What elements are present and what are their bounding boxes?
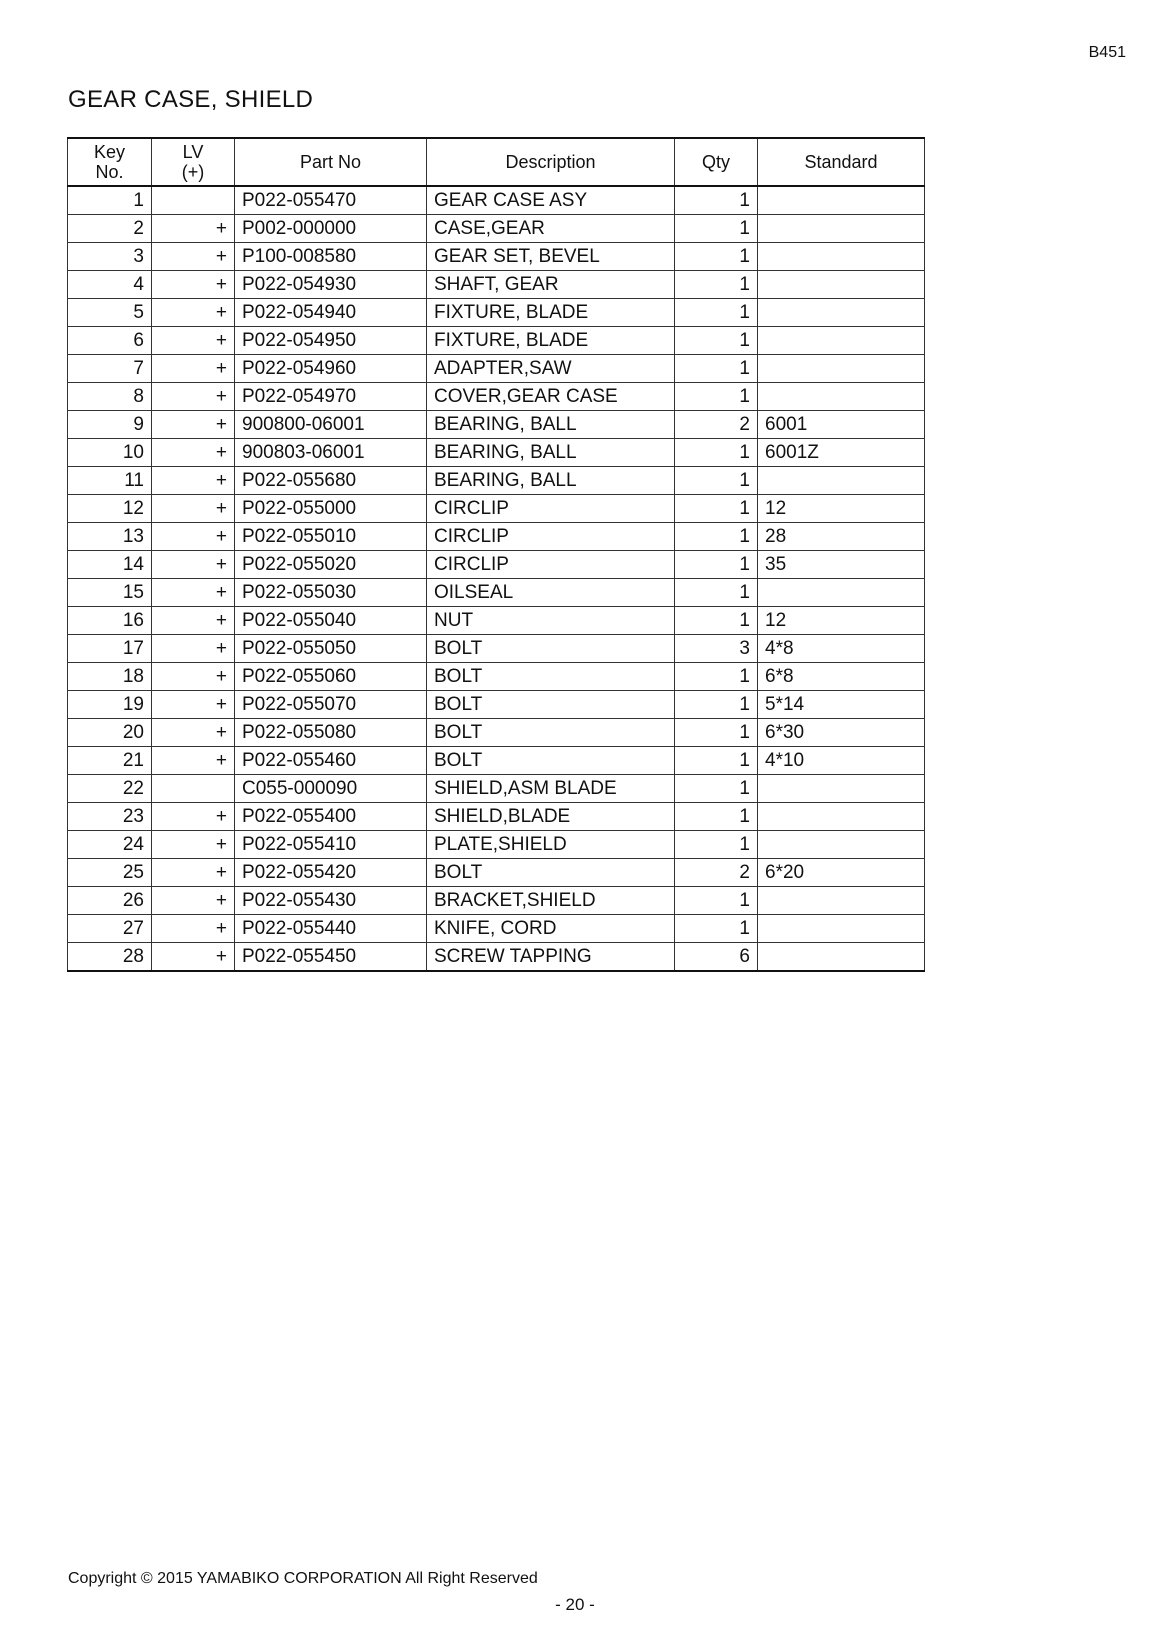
- cell-key-no: 9: [68, 411, 152, 439]
- cell-key-no: 25: [68, 859, 152, 887]
- cell-key-no: 6: [68, 327, 152, 355]
- cell-lv: +: [152, 439, 235, 467]
- cell-standard: 35: [758, 551, 925, 579]
- cell-key-no: 1: [68, 186, 152, 215]
- cell-description: NUT: [427, 607, 675, 635]
- header-lv-line1: LV: [182, 142, 204, 162]
- cell-key-no: 19: [68, 691, 152, 719]
- cell-lv: +: [152, 215, 235, 243]
- header-key-line2: No.: [95, 162, 124, 182]
- table-row: [68, 803, 925, 831]
- cell-standard: 6001Z: [758, 439, 925, 467]
- table-row: [68, 383, 925, 411]
- cell-standard: 6*8: [758, 663, 925, 691]
- cell-standard: 6001: [758, 411, 925, 439]
- cell-part-no: P022-055450: [235, 943, 427, 972]
- copyright-notice: Copyright © 2015 YAMABIKO CORPORATION All Right Reserved: [68, 1570, 538, 1587]
- cell-part-no: 900800-06001: [235, 411, 427, 439]
- header-description: Description: [427, 138, 675, 186]
- cell-standard: [758, 915, 925, 943]
- cell-qty: 3: [675, 635, 758, 663]
- header-qty: Qty: [675, 138, 758, 186]
- cell-part-no: P002-000000: [235, 215, 427, 243]
- cell-lv: +: [152, 607, 235, 635]
- cell-description: FIXTURE, BLADE: [427, 299, 675, 327]
- cell-key-no: 11: [68, 467, 152, 495]
- cell-lv: +: [152, 943, 235, 972]
- cell-part-no: P022-055000: [235, 495, 427, 523]
- cell-lv: +: [152, 271, 235, 299]
- cell-description: BOLT: [427, 663, 675, 691]
- cell-qty: 1: [675, 327, 758, 355]
- cell-description: SHIELD,ASM BLADE: [427, 775, 675, 803]
- cell-part-no: P022-055050: [235, 635, 427, 663]
- cell-key-no: 8: [68, 383, 152, 411]
- cell-lv: +: [152, 747, 235, 775]
- cell-standard: [758, 831, 925, 859]
- table-row: [68, 635, 925, 663]
- cell-standard: [758, 943, 925, 972]
- cell-lv: +: [152, 327, 235, 355]
- document-code: B451: [1088, 44, 1126, 61]
- cell-lv: +: [152, 243, 235, 271]
- cell-description: CIRCLIP: [427, 495, 675, 523]
- cell-part-no: 900803-06001: [235, 439, 427, 467]
- cell-standard: 12: [758, 495, 925, 523]
- cell-standard: [758, 579, 925, 607]
- cell-key-no: 22: [68, 775, 152, 803]
- cell-key-no: 26: [68, 887, 152, 915]
- cell-description: BEARING, BALL: [427, 411, 675, 439]
- table-row: [68, 523, 925, 551]
- cell-standard: 4*10: [758, 747, 925, 775]
- cell-part-no: P022-055040: [235, 607, 427, 635]
- cell-lv: +: [152, 719, 235, 747]
- cell-description: CIRCLIP: [427, 523, 675, 551]
- table-row: [68, 271, 925, 299]
- cell-standard: [758, 186, 925, 215]
- cell-key-no: 23: [68, 803, 152, 831]
- cell-part-no: P022-054950: [235, 327, 427, 355]
- cell-part-no: P022-054940: [235, 299, 427, 327]
- cell-description: GEAR CASE ASY: [427, 186, 675, 215]
- table-row: [68, 467, 925, 495]
- cell-part-no: P022-055440: [235, 915, 427, 943]
- cell-part-no: P022-055400: [235, 803, 427, 831]
- table-row: [68, 887, 925, 915]
- table-row: [68, 859, 925, 887]
- table-row: [68, 775, 925, 803]
- cell-standard: 5*14: [758, 691, 925, 719]
- cell-description: CASE,GEAR: [427, 215, 675, 243]
- page-title: GEAR CASE, SHIELD: [68, 86, 314, 113]
- cell-standard: [758, 775, 925, 803]
- cell-key-no: 28: [68, 943, 152, 972]
- cell-description: BOLT: [427, 719, 675, 747]
- cell-part-no: P022-055020: [235, 551, 427, 579]
- cell-lv: +: [152, 579, 235, 607]
- cell-description: COVER,GEAR CASE: [427, 383, 675, 411]
- cell-description: FIXTURE, BLADE: [427, 327, 675, 355]
- cell-lv: [152, 775, 235, 803]
- cell-lv: +: [152, 915, 235, 943]
- cell-key-no: 15: [68, 579, 152, 607]
- header-lv-line2: (+): [181, 162, 205, 182]
- cell-qty: 1: [675, 523, 758, 551]
- header-key-no: [68, 138, 152, 186]
- cell-lv: +: [152, 887, 235, 915]
- cell-description: BEARING, BALL: [427, 439, 675, 467]
- cell-part-no: P022-055420: [235, 859, 427, 887]
- cell-qty: 1: [675, 915, 758, 943]
- cell-key-no: 5: [68, 299, 152, 327]
- cell-part-no: C055-000090: [235, 775, 427, 803]
- table-row: [68, 831, 925, 859]
- cell-qty: 1: [675, 215, 758, 243]
- cell-lv: +: [152, 663, 235, 691]
- table-row: [68, 439, 925, 467]
- table-row: [68, 243, 925, 271]
- cell-description: ADAPTER,SAW: [427, 355, 675, 383]
- cell-part-no: P022-055030: [235, 579, 427, 607]
- cell-part-no: P022-055430: [235, 887, 427, 915]
- cell-standard: [758, 299, 925, 327]
- cell-key-no: 24: [68, 831, 152, 859]
- cell-key-no: 27: [68, 915, 152, 943]
- cell-standard: [758, 887, 925, 915]
- cell-qty: 1: [675, 551, 758, 579]
- cell-standard: [758, 215, 925, 243]
- cell-key-no: 4: [68, 271, 152, 299]
- cell-part-no: P022-055410: [235, 831, 427, 859]
- cell-qty: 1: [675, 719, 758, 747]
- parts-table-body: [68, 186, 925, 971]
- cell-key-no: 20: [68, 719, 152, 747]
- table-row: [68, 411, 925, 439]
- cell-qty: 1: [675, 383, 758, 411]
- cell-part-no: P022-054930: [235, 271, 427, 299]
- table-row: [68, 579, 925, 607]
- header-part-no: Part No: [235, 138, 427, 186]
- cell-qty: 2: [675, 411, 758, 439]
- table-row: [68, 355, 925, 383]
- cell-key-no: 17: [68, 635, 152, 663]
- table-row: [68, 607, 925, 635]
- cell-standard: [758, 803, 925, 831]
- cell-qty: 1: [675, 243, 758, 271]
- table-row: [68, 663, 925, 691]
- cell-qty: 1: [675, 691, 758, 719]
- cell-description: BEARING, BALL: [427, 467, 675, 495]
- table-row: [68, 551, 925, 579]
- cell-standard: [758, 383, 925, 411]
- cell-lv: +: [152, 551, 235, 579]
- cell-lv: +: [152, 411, 235, 439]
- cell-key-no: 7: [68, 355, 152, 383]
- cell-qty: 1: [675, 579, 758, 607]
- cell-description: SHIELD,BLADE: [427, 803, 675, 831]
- cell-key-no: 14: [68, 551, 152, 579]
- table-row: [68, 299, 925, 327]
- table-row: [68, 186, 925, 215]
- header-key-line1: Key: [93, 142, 126, 162]
- cell-lv: +: [152, 467, 235, 495]
- cell-lv: +: [152, 383, 235, 411]
- cell-standard: [758, 243, 925, 271]
- cell-qty: 1: [675, 747, 758, 775]
- cell-key-no: 13: [68, 523, 152, 551]
- cell-qty: 1: [675, 495, 758, 523]
- cell-qty: 1: [675, 467, 758, 495]
- table-row: [68, 327, 925, 355]
- cell-lv: [152, 186, 235, 215]
- cell-description: CIRCLIP: [427, 551, 675, 579]
- cell-lv: +: [152, 691, 235, 719]
- cell-standard: 6*30: [758, 719, 925, 747]
- cell-description: SCREW TAPPING: [427, 943, 675, 972]
- cell-part-no: P022-055470: [235, 186, 427, 215]
- cell-part-no: P100-008580: [235, 243, 427, 271]
- cell-description: BRACKET,SHIELD: [427, 887, 675, 915]
- cell-part-no: P022-055060: [235, 663, 427, 691]
- cell-qty: 1: [675, 775, 758, 803]
- table-row: [68, 691, 925, 719]
- cell-part-no: P022-055010: [235, 523, 427, 551]
- cell-description: GEAR SET, BEVEL: [427, 243, 675, 271]
- table-row: [68, 495, 925, 523]
- cell-qty: 6: [675, 943, 758, 972]
- cell-standard: 4*8: [758, 635, 925, 663]
- cell-lv: +: [152, 523, 235, 551]
- cell-description: KNIFE, CORD: [427, 915, 675, 943]
- cell-part-no: P022-054960: [235, 355, 427, 383]
- cell-lv: +: [152, 355, 235, 383]
- cell-qty: 1: [675, 887, 758, 915]
- cell-key-no: 3: [68, 243, 152, 271]
- cell-standard: [758, 355, 925, 383]
- cell-qty: 1: [675, 271, 758, 299]
- cell-qty: 1: [675, 355, 758, 383]
- cell-qty: 1: [675, 663, 758, 691]
- cell-lv: +: [152, 299, 235, 327]
- table-row: [68, 915, 925, 943]
- cell-standard: 6*20: [758, 859, 925, 887]
- cell-qty: 1: [675, 439, 758, 467]
- cell-qty: 1: [675, 607, 758, 635]
- table-row: [68, 943, 925, 972]
- cell-description: BOLT: [427, 859, 675, 887]
- cell-standard: [758, 327, 925, 355]
- cell-description: BOLT: [427, 747, 675, 775]
- cell-qty: 1: [675, 831, 758, 859]
- cell-standard: 28: [758, 523, 925, 551]
- header-standard: Standard: [758, 138, 925, 186]
- table-row: [68, 747, 925, 775]
- table-row: [68, 215, 925, 243]
- cell-qty: 1: [675, 299, 758, 327]
- table-row: [68, 719, 925, 747]
- cell-lv: +: [152, 635, 235, 663]
- cell-qty: 2: [675, 859, 758, 887]
- cell-description: OILSEAL: [427, 579, 675, 607]
- cell-key-no: 10: [68, 439, 152, 467]
- cell-standard: [758, 271, 925, 299]
- cell-standard: [758, 467, 925, 495]
- cell-description: SHAFT, GEAR: [427, 271, 675, 299]
- cell-key-no: 16: [68, 607, 152, 635]
- cell-part-no: P022-055070: [235, 691, 427, 719]
- header-lv: [152, 138, 235, 186]
- cell-part-no: P022-055680: [235, 467, 427, 495]
- cell-part-no: P022-054970: [235, 383, 427, 411]
- page-number: - 20 -: [555, 1595, 595, 1614]
- cell-part-no: P022-055080: [235, 719, 427, 747]
- cell-description: BOLT: [427, 635, 675, 663]
- cell-key-no: 18: [68, 663, 152, 691]
- cell-key-no: 12: [68, 495, 152, 523]
- cell-description: PLATE,SHIELD: [427, 831, 675, 859]
- cell-part-no: P022-055460: [235, 747, 427, 775]
- parts-table-header: [68, 138, 925, 186]
- cell-qty: 1: [675, 186, 758, 215]
- cell-qty: 1: [675, 803, 758, 831]
- cell-key-no: 2: [68, 215, 152, 243]
- cell-key-no: 21: [68, 747, 152, 775]
- cell-lv: +: [152, 831, 235, 859]
- cell-standard: 12: [758, 607, 925, 635]
- parts-table: [67, 137, 925, 972]
- cell-lv: +: [152, 803, 235, 831]
- cell-lv: +: [152, 495, 235, 523]
- cell-lv: +: [152, 859, 235, 887]
- cell-description: BOLT: [427, 691, 675, 719]
